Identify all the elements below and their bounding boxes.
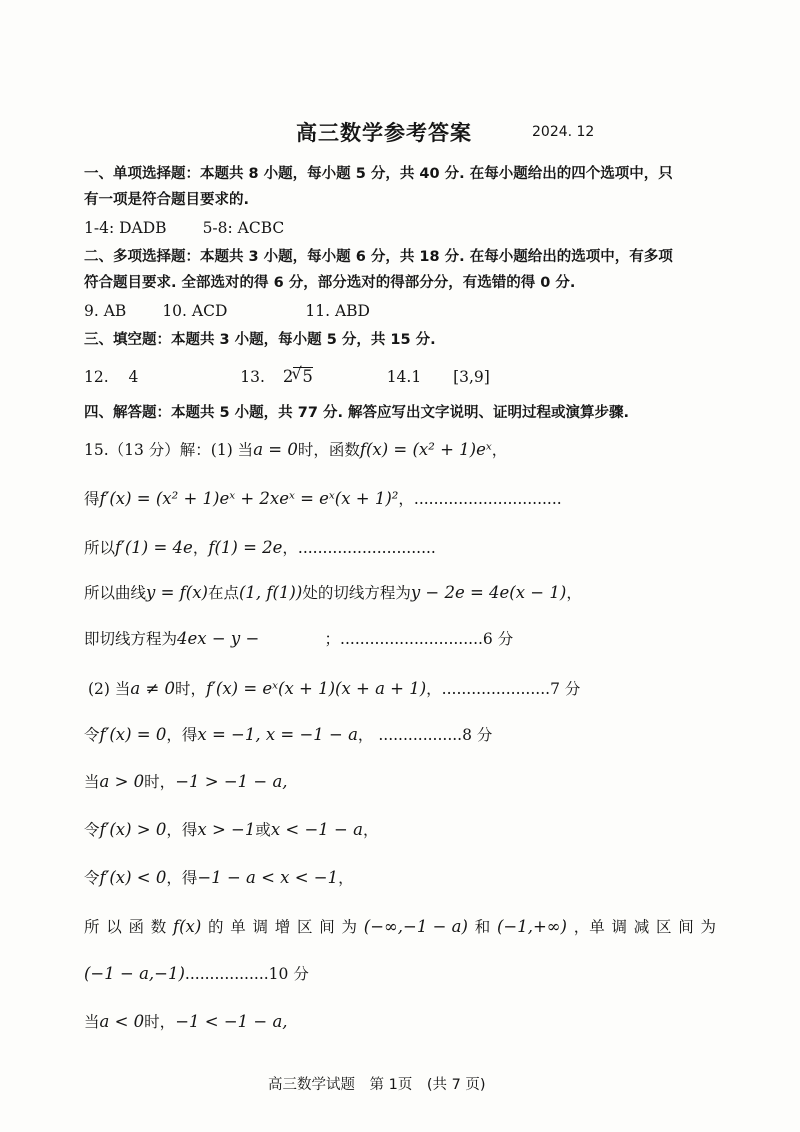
leader-dots: ， .................8 分	[357, 726, 493, 744]
answer-13-number: 13.	[240, 368, 265, 386]
text-run: 减	[633, 918, 650, 936]
answer-12-number: 12.	[84, 368, 109, 386]
answers-1-4: 1-4: DADB	[84, 219, 167, 237]
text-run: 为	[700, 918, 716, 936]
text-run: 处的切线方程为	[302, 584, 411, 602]
text-run: ，	[192, 539, 209, 557]
text-run: 调	[611, 918, 627, 936]
text-run: 以	[106, 918, 122, 936]
text-run: 或	[255, 821, 271, 839]
formula: f′(x) > 0	[99, 820, 167, 839]
text-run: 当	[84, 1013, 100, 1031]
formula: a < 0	[99, 1012, 145, 1031]
formula: x < −1 − a	[270, 820, 363, 839]
section4-heading: 四、解答题：本题共 5 小题，共 77 分. 解答应写出文字说明、证明过程或演算步骤.	[84, 405, 630, 421]
text-run: ，	[338, 869, 354, 887]
text-run: 调	[252, 918, 269, 936]
section3-heading: 三、填空题：本题共 3 小题，每小题 5 分，共 15 分.	[84, 332, 436, 348]
text-run: 所	[84, 918, 100, 936]
section3-answers	[84, 365, 490, 389]
formula: x = −1, x = −1 − a	[197, 725, 358, 744]
text-run: 时，	[144, 1013, 176, 1031]
answer-10: 10. ACD	[162, 302, 228, 320]
text-run: 所以曲线	[84, 584, 147, 602]
formula: f′(x) = eˣ(x + 1)(x + a + 1)	[206, 679, 427, 698]
text-run: (2) 当	[88, 680, 131, 698]
text-run: 时，	[175, 680, 207, 698]
text-run: ，得	[166, 821, 198, 839]
text-run: 区	[297, 918, 313, 936]
text-run: ，得	[166, 869, 198, 887]
text-run: 函	[128, 918, 145, 936]
solution-line-5	[84, 627, 513, 651]
formula: y − 2e = 4e(x − 1)	[410, 583, 567, 602]
text-run: 15.（13 分）解：(1) 当	[84, 441, 254, 459]
leader-dots: ，............................	[282, 539, 436, 557]
formula: −1 < −1 − a,	[175, 1012, 288, 1031]
solution-line-9	[84, 818, 378, 842]
page-footer: 高三数学试题 第 1页 (共 7 页)	[268, 1077, 486, 1093]
answer-13-coefficient: 2	[282, 367, 294, 386]
text-run: 间	[678, 918, 694, 936]
formula: −1 − a < x < −1	[197, 868, 339, 887]
section2-heading-line2: 符合题目要求. 全部选对的得 6 分，部分选对的得部分分，有选错的得 0 分.	[84, 275, 576, 291]
solution-line-8	[84, 770, 288, 794]
solution-line-13	[84, 1010, 288, 1034]
formula: a ≠ 0	[130, 679, 176, 698]
text-run: ，单	[573, 918, 605, 936]
text-run: 增	[274, 918, 291, 936]
formula: f′(x) = (x² + 1)eˣ + 2xeˣ = eˣ(x + 1)²	[99, 489, 399, 508]
formula: a = 0	[253, 440, 298, 459]
answer-9: 9. AB	[84, 302, 127, 320]
formula: (−1,+∞)	[496, 917, 567, 936]
section1-heading-line2: 有一项是符合题目要求的.	[84, 192, 250, 208]
leader-dots: ；.............................6 分	[324, 630, 514, 648]
answer-11: 11. ABD	[305, 302, 370, 320]
text-run: 和	[474, 918, 491, 936]
formula: f′(x) < 0	[99, 868, 167, 887]
answer-14-number: 14.1	[386, 368, 422, 386]
answer-13-radicand: 5	[302, 367, 313, 386]
text-run: 的	[208, 918, 224, 936]
answers-5-8: 5-8: ACBC	[202, 219, 285, 237]
text-run: 令	[84, 821, 100, 839]
text-run: 间	[319, 918, 335, 936]
text-run: ，	[491, 441, 508, 459]
answer-14-range: [3,9]	[453, 368, 490, 386]
text-run: 所以	[84, 539, 116, 557]
text-run: 得	[84, 490, 100, 508]
solution-line-10	[84, 866, 354, 890]
solution-line-2	[84, 487, 562, 511]
solution-line-6	[88, 677, 580, 701]
solution-line-3	[84, 536, 436, 560]
answer-12-value: 4	[128, 368, 139, 386]
text-run: ，	[566, 584, 582, 602]
answer-13-radical	[293, 367, 313, 385]
formula: −1 > −1 − a,	[175, 772, 288, 791]
text-run: 为	[341, 918, 358, 936]
solution-line-4	[84, 581, 582, 605]
formula: x > −1	[197, 820, 256, 839]
text-run: ，得	[166, 726, 198, 744]
text-run: 在点	[207, 584, 239, 602]
leader-dots: ，......................7 分	[426, 680, 581, 698]
formula: 4ex − y −	[177, 629, 265, 648]
solution-line-1	[84, 438, 507, 462]
text-run: 时，	[144, 773, 176, 791]
exam-date: 2024. 12	[532, 124, 595, 140]
text-run: 单	[230, 918, 246, 936]
formula: y = f(x)	[146, 583, 208, 602]
text-run: 时，函数	[297, 441, 360, 459]
page-title: 高三数学参考答案	[296, 121, 472, 145]
section1-heading-line1: 一、单项选择题：本题共 8 小题，每小题 5 分，共 40 分. 在每小题给出的四个选项中，只	[84, 166, 673, 182]
formula: f(x)	[173, 917, 202, 936]
text-run: 即切线方程为	[84, 630, 178, 648]
text-run: ，	[362, 821, 379, 839]
text-run: 令	[84, 869, 100, 887]
formula: a > 0	[99, 772, 145, 791]
leader-dots: .................10 分	[184, 965, 309, 983]
leader-dots: ，..............................	[398, 490, 562, 508]
solution-line-7	[84, 723, 492, 747]
solution-line-11	[84, 915, 716, 939]
formula: f′(x) = 0	[99, 725, 167, 744]
section2-answers	[84, 299, 370, 323]
formula: f(1) = 2e	[208, 538, 283, 557]
text-run: 当	[84, 773, 100, 791]
text-run: 数	[150, 918, 167, 936]
section1-answers	[84, 216, 284, 240]
formula: (−∞,−1 − a)	[363, 917, 468, 936]
text-run: 区	[655, 918, 672, 936]
formula: (1, f(1))	[238, 583, 303, 602]
section2-heading-line1: 二、多项选择题：本题共 3 小题，每小题 6 分，共 18 分. 在每小题给出的选项中，有多项	[84, 249, 673, 265]
formula: f′(1) = 4e	[115, 538, 193, 557]
formula: (−1 − a,−1)	[84, 964, 185, 983]
formula: f(x) = (x² + 1)eˣ	[359, 440, 492, 459]
text-run: 令	[84, 726, 100, 744]
solution-line-12	[84, 962, 309, 986]
